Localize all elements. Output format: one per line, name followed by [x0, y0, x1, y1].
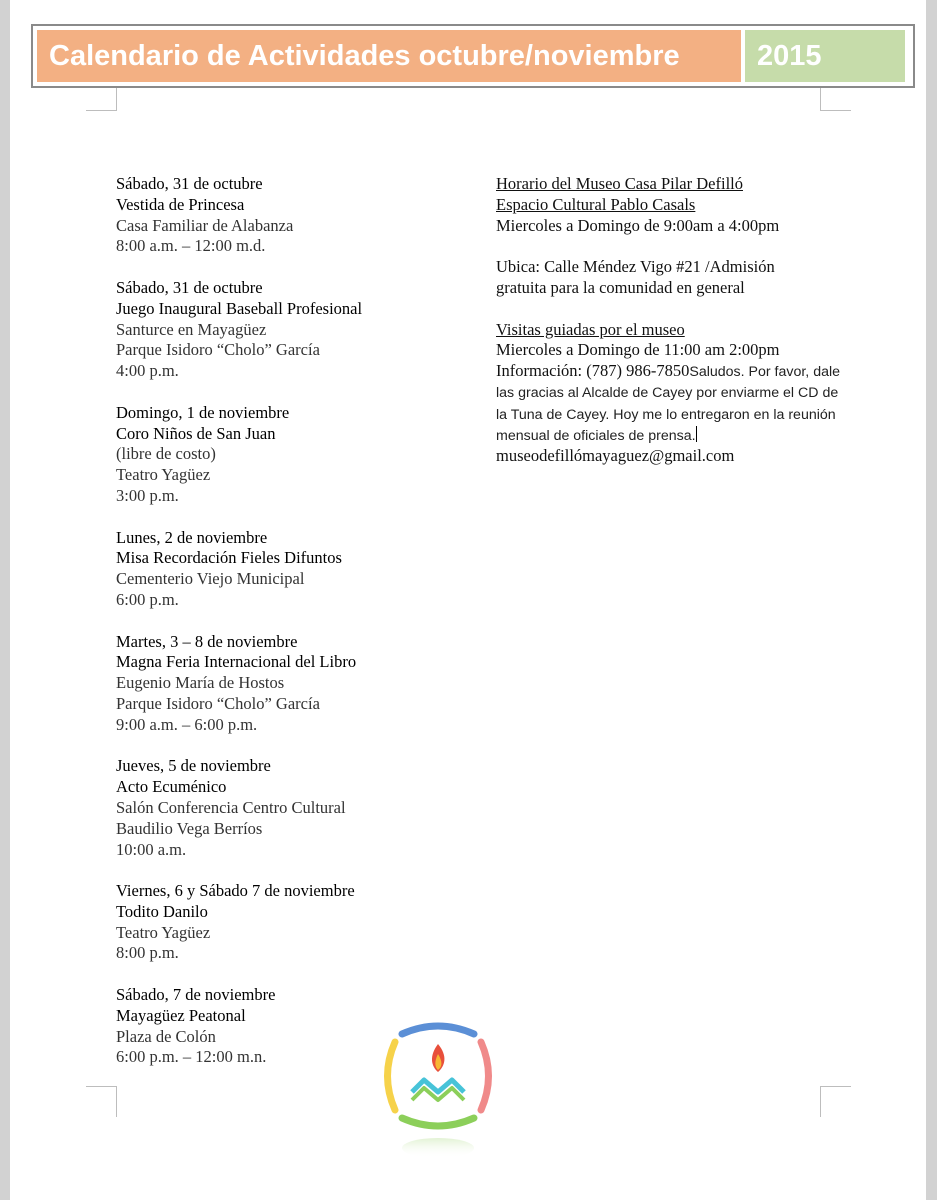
event-detail: 8:00 p.m. — [116, 943, 179, 963]
event-detail: Santurce en Mayagüez — [116, 319, 267, 339]
crop-mark-bottom-right — [820, 1086, 851, 1117]
event-title: Misa Recordación Fieles Difuntos — [116, 548, 342, 568]
event-item — [116, 881, 476, 964]
document-page — [10, 0, 926, 1200]
tours-heading: Visitas guiadas por el museo — [496, 319, 685, 339]
museum-hours-block — [496, 174, 841, 236]
event-detail: Parque Isidoro “Cholo” García — [116, 340, 320, 360]
event-item — [116, 632, 476, 736]
museum-heading: Horario del Museo Casa Pilar Defilló — [496, 174, 743, 193]
museum-hours: Miercoles a Domingo de 9:00am a 4:00pm — [496, 215, 780, 235]
event-date: Sábado, 31 de octubre — [116, 174, 263, 193]
crop-mark-top-right — [820, 88, 851, 111]
event-detail: Salón Conferencia Centro Cultural — [116, 797, 346, 817]
event-item — [116, 403, 476, 507]
events-column — [116, 174, 476, 1089]
event-detail: 8:00 a.m. – 12:00 m.d. — [116, 236, 266, 256]
museum-location-line: gratuita para la comunidad en general — [496, 277, 745, 297]
event-title: Juego Inaugural Baseball Profesional — [116, 298, 363, 318]
event-item — [116, 174, 476, 257]
info-paragraph — [496, 361, 841, 467]
event-title: Mayagüez Peatonal — [116, 1005, 246, 1025]
event-item — [116, 528, 476, 611]
event-item — [116, 278, 476, 382]
museum-location-block — [496, 257, 841, 299]
text-cursor — [696, 426, 697, 442]
event-title: Acto Ecuménico — [116, 777, 227, 797]
event-date: Jueves, 5 de noviembre — [116, 756, 271, 776]
event-detail: Cementerio Viejo Municipal — [116, 569, 305, 589]
event-detail: 6:00 p.m. — [116, 589, 179, 609]
museum-subheading: Espacio Cultural Pablo Casals — [496, 194, 696, 214]
event-detail: Plaza de Colón — [116, 1026, 216, 1046]
event-detail: 10:00 a.m. — [116, 839, 187, 859]
event-title: Vestida de Princesa — [116, 194, 245, 214]
event-date: Martes, 3 – 8 de noviembre — [116, 631, 298, 651]
event-title: Coro Niños de San Juan — [116, 423, 276, 443]
tours-hours: Miercoles a Domingo de 11:00 am 2:00pm — [496, 340, 780, 360]
event-detail: Casa Familiar de Alabanza — [116, 215, 294, 235]
event-detail: Teatro Yagüez — [116, 465, 211, 485]
museum-tours-block — [496, 320, 841, 468]
event-item — [116, 756, 476, 860]
event-detail: Baudilio Vega Berríos — [116, 818, 263, 838]
header-banner — [31, 24, 915, 88]
flame-mountain-logo-icon — [382, 1020, 494, 1165]
event-detail: 9:00 a.m. – 6:00 p.m. — [116, 714, 258, 734]
event-title: Todito Danilo — [116, 901, 208, 921]
crop-mark-top-left — [86, 88, 117, 111]
event-detail: Eugenio María de Hostos — [116, 673, 285, 693]
crop-mark-bottom-left — [86, 1086, 117, 1117]
event-detail: 4:00 p.m. — [116, 361, 179, 381]
museum-info-column — [496, 174, 841, 488]
info-phone: Información: (787) 986-7850 — [496, 361, 690, 381]
event-detail: Teatro Yagüez — [116, 922, 211, 942]
inserted-message: Saludos. Por favor, dale las gracias al Alcalde de Cayey por enviarme el CD de la Tuna de Cayey. Hoy me lo entregaron en la reunión mensual de oficiales de prensa. — [496, 364, 841, 445]
event-date: Domingo, 1 de noviembre — [116, 402, 290, 422]
event-date: Sábado, 31 de octubre — [116, 277, 263, 297]
header-title: Calendario de Actividades octubre/noviembre — [37, 30, 741, 82]
event-detail: 6:00 p.m. – 12:00 m.n. — [116, 1047, 267, 1067]
event-detail: Parque Isidoro “Cholo” García — [116, 693, 320, 713]
event-date: Viernes, 6 y Sábado 7 de noviembre — [116, 881, 355, 901]
event-detail: 3:00 p.m. — [116, 485, 179, 505]
event-detail: (libre de costo) — [116, 444, 216, 464]
event-date: Lunes, 2 de noviembre — [116, 527, 268, 547]
museum-location-line: Ubica: Calle Méndez Vigo #21 /Admisión — [496, 257, 775, 277]
event-title: Magna Feria Internacional del Libro — [116, 652, 357, 672]
header-year: 2015 — [745, 30, 905, 82]
event-date: Sábado, 7 de noviembre — [116, 985, 276, 1005]
contact-email: museodefillómayaguez@gmail.com — [496, 446, 735, 466]
